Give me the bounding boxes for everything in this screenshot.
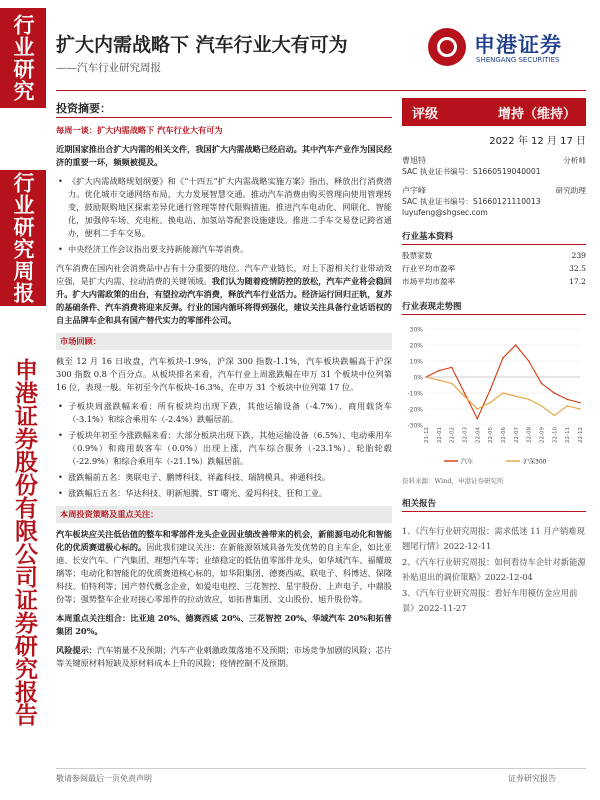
strategy-lead: 汽车板块应关注低估值的整车和零部件龙头企业因业绩改善带来的机会，新能源电动化和智能化的优质赛道极心标的。 bbox=[56, 529, 392, 552]
x-tick-label: 22-01 bbox=[436, 427, 443, 443]
data-point bbox=[438, 370, 440, 372]
logo-name-cn: 申港证券 bbox=[474, 33, 562, 57]
data-point bbox=[425, 376, 427, 378]
y-tick-label: 10% bbox=[409, 358, 423, 366]
basics-key: 股票家数 bbox=[402, 251, 433, 260]
market-paragraph: 截至 12 月 16 日收盘，汽车板块-1.9%，沪深 300 指数-1.1%，汽车板块跌幅高于沪深 300 指数 0.8 个百分点。从板块排名来看，汽车行业上周涨跌幅在申万 31 个板块中位列第 16 位，表现一般。年初至今汽车板块-16.3%，在申万 31 个板块中位列第 17 位。 bbox=[56, 356, 392, 392]
data-point bbox=[579, 408, 581, 410]
report-title: 扩大内需战略下 汽车行业大有可为 bbox=[56, 34, 348, 56]
data-point bbox=[554, 392, 556, 394]
logo-mark-icon bbox=[428, 28, 466, 66]
x-tick-label: 22-10 bbox=[552, 427, 559, 443]
series-line bbox=[426, 377, 580, 415]
footer-brand: 证券研究报告 bbox=[508, 774, 556, 783]
intro-paragraph: 近期国家推出合扩大内需的相关文件，我国扩大内需战略已经启动。其中汽车产业作为国民经济的重要一环，频频被提及。 bbox=[56, 144, 392, 167]
report-link[interactable]: 3、《汽车行业研究周报：看好车用模仿金应用前景》2022-11-27 bbox=[402, 588, 578, 613]
data-point bbox=[502, 357, 504, 359]
basics-row bbox=[402, 275, 586, 288]
main-column bbox=[56, 98, 392, 676]
data-point bbox=[541, 405, 543, 407]
data-point bbox=[464, 395, 466, 397]
focus-portfolio: 本周重点关注组合：比亚迪 20%、德赛西威 20%、三花智控 20%、华域汽车 20%和拓普集团 20%。 bbox=[56, 613, 392, 636]
basics-key: 市场平均市盈率 bbox=[402, 277, 456, 286]
y-tick-label: -10% bbox=[407, 390, 423, 398]
data-point bbox=[464, 392, 466, 394]
strategy-text: 因此我们建议关注：在新能源领域具备先发优势的自主车企，如比亚迪、长安汽车、广汽集团、理想汽车等；业绩稳定的低估值零部件龙头，如华域汽车、福耀玻璃等；电动化和智能化的优质赛道核心标的，如华阳集团、德赛西威、联电子、科博达、保隆科技、伯特利等；国产替代概念企业，如爱电电控、三花智控、星宇股份、上声电子、中鼎股份等；强势整车企业对接心零部件的拉动效应，如拓普集团、文山股份、旭升股份等。 bbox=[56, 542, 392, 604]
risk-text: 汽车销量不及预期；汽车产业刺激政策落地不及预期；市场竞争加剧的风险；芯片等关键原材料短缺及原材料成本上升的风险；疫情控制不及预期。 bbox=[56, 645, 392, 668]
rating-bar bbox=[402, 98, 586, 126]
data-point bbox=[566, 399, 568, 401]
x-tick-label: 22-04 bbox=[475, 427, 482, 443]
data-point bbox=[579, 402, 581, 404]
x-tick-label: 22-11 bbox=[565, 427, 572, 443]
y-tick-label: 20% bbox=[409, 342, 423, 350]
sidebar bbox=[0, 0, 46, 800]
data-point bbox=[515, 395, 517, 397]
x-tick-label: 22-06 bbox=[501, 427, 507, 443]
footer-divider bbox=[56, 768, 586, 769]
x-tick-label: 22-07 bbox=[513, 427, 520, 443]
analysis-text: 汽车消费在国内社会消费品中占有十分重要的地位。汽车产业链长，对上下游相关行业带动效应强，是扩大内需、拉动消费的关键领域。 bbox=[56, 263, 392, 286]
report-date: 2022 年 12 月 17 日 bbox=[489, 136, 586, 147]
basics-title: 行业基本资料 bbox=[402, 230, 586, 245]
list-item: • 子板块周涨跌幅来看：所有板块均出现下跌，其他运输设备（-4.7%）、商用载货车（-3.1%）和综合乘用车（-2.4%）跌幅居前。 bbox=[56, 400, 392, 426]
analyst-role: 分析师 bbox=[563, 156, 586, 165]
data-point bbox=[528, 360, 530, 362]
basics-value: 239 bbox=[571, 251, 586, 260]
strategy-paragraph bbox=[56, 528, 392, 606]
legend-label: 汽车 bbox=[461, 458, 474, 466]
weekly-view-label: 每周一谈：扩大内需战略下 汽车行业大有可为 bbox=[56, 125, 223, 135]
data-point bbox=[502, 392, 504, 394]
x-tick-label: 21-12 bbox=[424, 427, 430, 443]
report-link[interactable]: 2、《汽车行业研究周报：如何看待车企针对新能源补贴退出的调价策略》2022-12-04 bbox=[402, 557, 586, 582]
analyst-email[interactable]: luyufeng@shgsec.com bbox=[402, 208, 488, 217]
strategy-heading: 本周投资策略及重点关注： bbox=[56, 506, 392, 523]
y-tick-label: 30% bbox=[409, 326, 423, 334]
analyst-name: 卢宇峰 bbox=[402, 186, 426, 195]
data-point bbox=[477, 418, 479, 420]
company-logo bbox=[428, 26, 586, 76]
data-point bbox=[438, 379, 440, 381]
x-tick-label: 22-03 bbox=[462, 427, 469, 443]
footer-disclaimer: 敬请参阅最后一页免责声明 bbox=[56, 774, 152, 783]
related-reports bbox=[402, 524, 586, 615]
market-review-heading: 市场回顾： bbox=[56, 333, 392, 350]
data-point bbox=[541, 383, 543, 385]
analyst-block bbox=[402, 155, 586, 218]
basics-key: 行业平均市盈率 bbox=[402, 264, 456, 273]
chart-title: 行业表现走势图 bbox=[402, 300, 586, 315]
x-tick-label: 22-12 bbox=[578, 427, 584, 443]
header-divider bbox=[56, 90, 586, 91]
rating-label: 评级 bbox=[412, 106, 439, 122]
series-line bbox=[426, 345, 580, 419]
basics-value: 32.5 bbox=[569, 264, 586, 273]
list-item: • 《扩大内需战略规划纲要》和《“十四五”扩大内需战略实施方案》指出，释放出行消费潜力。优化城市交通网络布局，大力发展智慧交通。推动汽车消费由购买管理向使用管理转变，鼓励限购地区探索差异化通行管理等替代限购措施。推进汽车电动化、网联化、智能化，加强停车场、充电桩、换电站、加氢站等配套设施建设。推进二手车交易登记跨省通办，便利二手车交易。 bbox=[56, 175, 392, 240]
analyst-sac: SAC 执业证书编号：S1660121110013 bbox=[402, 197, 541, 206]
legend-label: 沪深300 bbox=[523, 458, 547, 466]
basics-value: 17.2 bbox=[569, 277, 586, 286]
market-bullets bbox=[56, 400, 392, 500]
right-column bbox=[402, 98, 586, 617]
data-point bbox=[554, 415, 556, 417]
risk-paragraph bbox=[56, 644, 392, 670]
sidebar-category-label: 行业研究 bbox=[0, 8, 46, 108]
summary-heading: 投资摘要： bbox=[56, 102, 392, 118]
list-item: • 中央经济工作会议指出要支持新能源汽车等消费。 bbox=[56, 243, 392, 256]
x-tick-label: 22-09 bbox=[539, 427, 546, 443]
data-point bbox=[477, 408, 479, 410]
data-point bbox=[489, 389, 491, 391]
logo-name-en: SHENGANG SECURITIES bbox=[476, 56, 560, 64]
sidebar-report-type-label: 行业研究周报 bbox=[0, 170, 46, 306]
report-link[interactable]: 1、《汽车行业研究周报：需求低迷 11 月产销难现翘尾行情》2022-12-11 bbox=[402, 526, 585, 551]
list-item: • 涨跌幅后五名：华达科技、明新旭腾、ST 曙光、爱玛科技、狂和工业。 bbox=[56, 487, 392, 500]
analyst-role: 研究助理 bbox=[555, 186, 586, 195]
data-point bbox=[528, 399, 530, 401]
basics-row bbox=[402, 262, 586, 275]
data-point bbox=[451, 367, 453, 369]
list-item: • 涨跌幅前五名：奥联电子、鹏博科技、祥鑫科技、瑞鹄模具、神通科技。 bbox=[56, 471, 392, 484]
data-point bbox=[566, 405, 568, 407]
basics-row bbox=[402, 249, 586, 262]
analyst-name: 曹旭特 bbox=[402, 156, 426, 165]
y-tick-label: 0% bbox=[413, 374, 423, 382]
list-item: • 子板块年初至今涨跌幅来看：大部分板块出现下跌，其他运输设备（6.5%）、电动乘用车（0.9%）和商用载客车（0.0%）出现上涨，汽车综合服务（-23.1%）、轮胎轮毂（-22.9%）和综合乘用车（-21.1%）跌幅居前。 bbox=[56, 429, 392, 468]
analysis-paragraph bbox=[56, 262, 392, 327]
x-tick-label: 22-02 bbox=[449, 427, 456, 443]
y-tick-label: -30% bbox=[407, 422, 423, 430]
report-subtitle: ——汽车行业研究周报 bbox=[56, 62, 161, 74]
performance-chart-svg bbox=[402, 321, 586, 471]
rating-value: 增持（维持） bbox=[497, 106, 576, 122]
y-tick-label: -20% bbox=[407, 406, 423, 414]
data-point bbox=[489, 402, 491, 404]
reports-title: 相关报告 bbox=[402, 497, 586, 512]
chart-source: 资料来源：Wind，申港证券研究所 bbox=[402, 477, 504, 485]
x-tick-label: 22-05 bbox=[488, 427, 495, 443]
risk-label: 风险提示： bbox=[56, 645, 97, 655]
analysis-conclusion: 我们认为随着疫情防控的放松，汽车产业将会稳回升。扩大内需政策的出台，有望拉动汽车消费，释放汽车行业活力。经济运行回归正轨，复苏的基础条件、汽车消费将迎来反弹。行业的国内循环将得到强化，建议关注具备行业话语权的自主品牌车企和具有国产替代实力的零部件公司。 bbox=[56, 276, 392, 325]
policy-bullets bbox=[56, 175, 392, 256]
x-tick-label: 22-08 bbox=[526, 427, 533, 443]
data-point bbox=[515, 344, 517, 346]
analyst-sac: SAC 执业证书编号：S1660519040001 bbox=[402, 167, 541, 176]
sidebar-company-label: 申港证券股份有限公司证券研究报告 bbox=[11, 358, 37, 726]
performance-chart bbox=[402, 321, 586, 473]
data-point bbox=[451, 383, 453, 385]
